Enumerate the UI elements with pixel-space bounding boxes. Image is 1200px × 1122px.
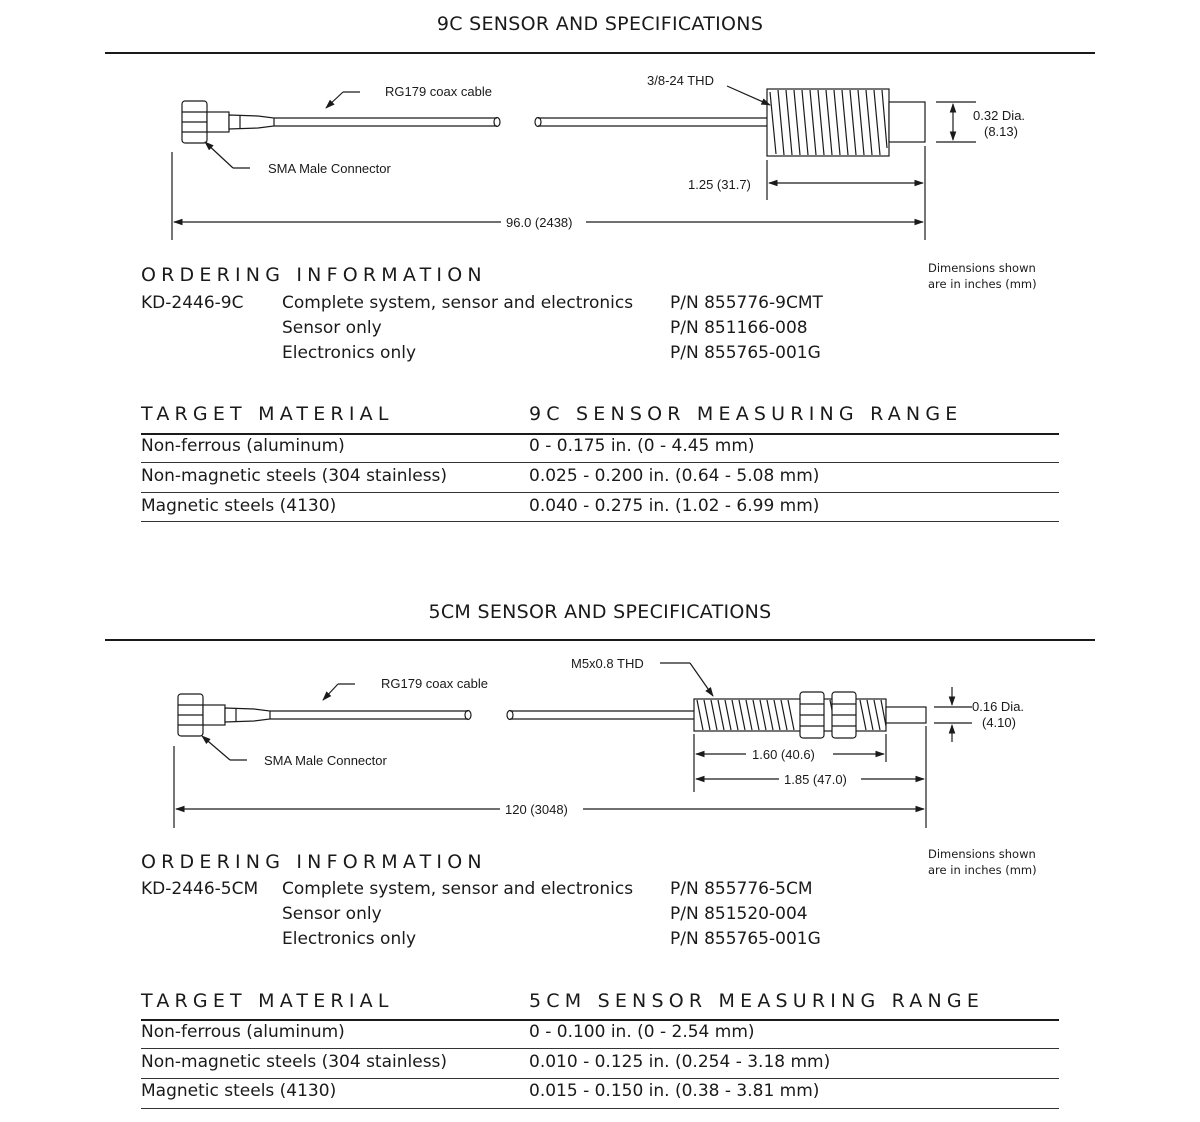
sma-connector-9c — [182, 101, 274, 143]
ordering-item-desc: Complete system, sensor and electronics — [282, 293, 634, 313]
table-cell-material: Non-ferrous (aluminum) — [141, 1022, 345, 1042]
table-row-rule — [141, 521, 1059, 522]
thread-label: M5x0.8 THD — [571, 656, 644, 671]
table-row-rule — [141, 462, 1059, 463]
table-cell-material: Magnetic steels (4130) — [141, 1081, 337, 1101]
ordering-heading-9c: ORDERING INFORMATION — [141, 264, 487, 286]
table-row-rule — [141, 1108, 1059, 1109]
table-cell-material: Non-ferrous (aluminum) — [141, 436, 345, 456]
ordering-item-pn: P/N 851166-008 — [670, 318, 808, 338]
dimensions-note-line2: are in inches (mm) — [928, 277, 1037, 291]
table-cell-material: Magnetic steels (4130) — [141, 496, 337, 516]
ordering-item-desc: Electronics only — [282, 929, 417, 949]
thread-length-label: 1.60 (40.6) — [752, 747, 815, 762]
dimensions-note-line1: Dimensions shown — [928, 847, 1036, 861]
total-length-label: 96.0 (2438) — [506, 215, 573, 230]
threaded-body-5cm — [694, 692, 926, 738]
ordering-item-desc: Complete system, sensor and electronics — [282, 879, 634, 899]
table-header-material-5cm: TARGET MATERIAL — [141, 990, 394, 1012]
section-rule — [105, 52, 1095, 54]
table-row-rule — [141, 1048, 1059, 1049]
table-header-rule — [141, 433, 1059, 435]
diameter-mm-label: (4.10) — [982, 715, 1016, 730]
table-cell-range: 0.015 - 0.150 in. (0.38 - 3.81 mm) — [529, 1081, 820, 1101]
table-cell-material: Non-magnetic steels (304 stainless) — [141, 466, 448, 486]
dimensions-note-line1: Dimensions shown — [928, 261, 1036, 275]
ordering-item-pn: P/N 855776-5CM — [670, 879, 813, 899]
table-cell-range: 0 - 0.175 in. (0 - 4.45 mm) — [529, 436, 755, 456]
ordering-item-pn: P/N 855765-001G — [670, 343, 821, 363]
model-number-5cm: KD-2446-5CM — [141, 879, 259, 899]
table-row-rule — [141, 492, 1059, 493]
sensor-drawing-5cm — [0, 650, 1200, 835]
coax-cable-9c — [274, 118, 767, 127]
diameter-mm-label: (8.13) — [984, 124, 1018, 139]
table-cell-range: 0.025 - 0.200 in. (0.64 - 5.08 mm) — [529, 466, 820, 486]
ordering-heading-5cm: ORDERING INFORMATION — [141, 851, 487, 873]
cable-label: RG179 coax cable — [381, 676, 488, 691]
diameter-label: 0.32 Dia. — [973, 108, 1026, 123]
diameter-label: 0.16 Dia. — [972, 699, 1025, 714]
total-length-label: 120 (3048) — [505, 802, 568, 817]
connector-label: SMA Male Connector — [264, 753, 387, 768]
table-header-range-5cm: 5CM SENSOR MEASURING RANGE — [529, 990, 985, 1012]
cable-label: RG179 coax cable — [385, 84, 492, 99]
threaded-body-9c — [767, 89, 925, 156]
coax-cable-5cm — [270, 711, 694, 720]
table-row-rule — [141, 1078, 1059, 1079]
table-cell-range: 0 - 0.100 in. (0 - 2.54 mm) — [529, 1022, 755, 1042]
table-header-material-9c: TARGET MATERIAL — [141, 403, 394, 425]
thread-length-label: 1.25 (31.7) — [688, 177, 751, 192]
ordering-item-pn: P/N 851520-004 — [670, 904, 808, 924]
section-rule — [105, 639, 1095, 641]
dimensions-note-5cm — [928, 846, 1037, 878]
dimensions-note-line2: are in inches (mm) — [928, 863, 1037, 877]
body-length-label: 1.85 (47.0) — [784, 772, 847, 787]
model-number-9c: KD-2446-9C — [141, 293, 244, 313]
sensor-drawing-9c — [0, 60, 1200, 245]
ordering-item-desc: Electronics only — [282, 343, 417, 363]
dimensions-note-9c — [928, 260, 1037, 292]
thread-label: 3/8-24 THD — [647, 73, 714, 88]
table-header-rule — [141, 1019, 1059, 1021]
sma-connector-5cm — [178, 694, 270, 736]
section-title-5cm: 5CM SENSOR AND SPECIFICATIONS — [428, 601, 772, 623]
ordering-item-pn: P/N 855765-001G — [670, 929, 821, 949]
table-cell-range: 0.010 - 0.125 in. (0.254 - 3.18 mm) — [529, 1052, 831, 1072]
ordering-item-desc: Sensor only — [282, 904, 382, 924]
table-cell-material: Non-magnetic steels (304 stainless) — [141, 1052, 448, 1072]
table-cell-range: 0.040 - 0.275 in. (1.02 - 6.99 mm) — [529, 496, 820, 516]
section-title-9c: 9C SENSOR AND SPECIFICATIONS — [436, 13, 764, 35]
table-header-range-9c: 9C SENSOR MEASURING RANGE — [529, 403, 963, 425]
ordering-item-desc: Sensor only — [282, 318, 382, 338]
ordering-item-pn: P/N 855776-9CMT — [670, 293, 823, 313]
connector-label: SMA Male Connector — [268, 161, 391, 176]
